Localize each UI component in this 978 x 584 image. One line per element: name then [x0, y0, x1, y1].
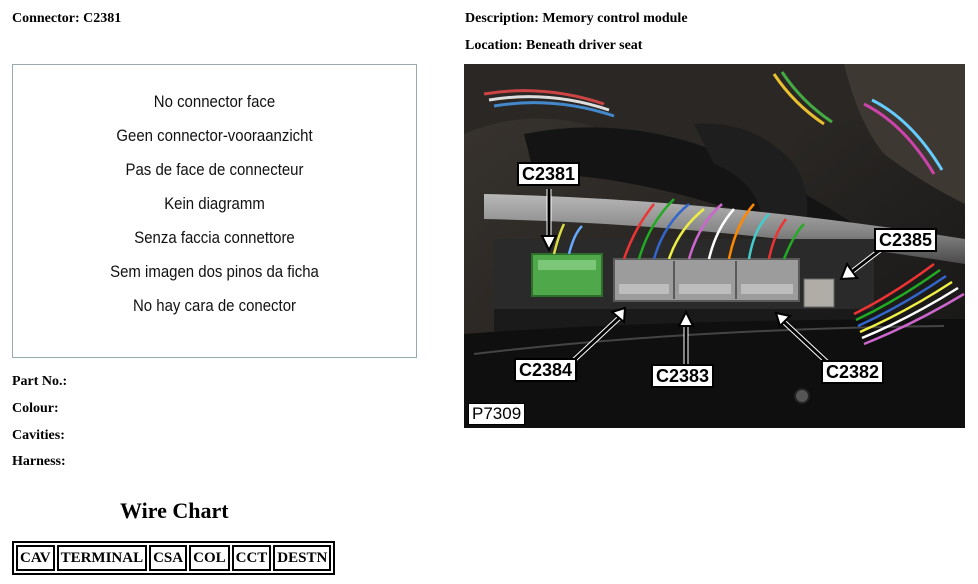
harness-label: Harness:: [12, 454, 66, 469]
part-no-label: Part No.:: [12, 374, 68, 389]
col-csa: CSA: [149, 545, 187, 571]
callout-c2385: C2385: [874, 228, 937, 252]
no-face-text-fr: Pas de face de connecteur: [125, 160, 304, 179]
no-face-text-it: Senza faccia connettore: [134, 228, 295, 247]
callout-c2384: C2384: [514, 358, 577, 382]
wire-chart-table: [12, 541, 335, 575]
callout-c2381: C2381: [517, 162, 580, 186]
wire-chart-header-row: [16, 545, 331, 571]
figure-id-label: P7309: [468, 403, 525, 425]
col-cav: CAV: [16, 545, 55, 571]
location-heading: Location: Beneath driver seat: [465, 38, 643, 53]
no-face-text-de: Kein diagramm: [164, 194, 265, 213]
description-heading: Description: Memory control module: [465, 11, 688, 26]
connector-heading: Connector: C2381: [12, 11, 122, 26]
callout-c2382: C2382: [821, 360, 884, 384]
no-face-text-nl: Geen connector-vooraanzicht: [116, 126, 313, 145]
col-destn: DESTN: [273, 545, 331, 571]
cavities-label: Cavities:: [12, 428, 65, 443]
no-connector-face-panel: [12, 64, 417, 358]
wire-chart-title: Wire Chart: [120, 498, 229, 523]
colour-label: Colour:: [12, 401, 59, 416]
col-col: COL: [189, 545, 230, 571]
callout-c2383: C2383: [651, 364, 714, 388]
col-cct: CCT: [232, 545, 272, 571]
no-face-text-es: No hay cara de conector: [133, 296, 296, 315]
col-terminal: TERMINAL: [57, 545, 148, 571]
no-face-text-pt: Sem imagen dos pinos da ficha: [110, 262, 319, 281]
no-face-text-en: No connector face: [153, 92, 276, 111]
